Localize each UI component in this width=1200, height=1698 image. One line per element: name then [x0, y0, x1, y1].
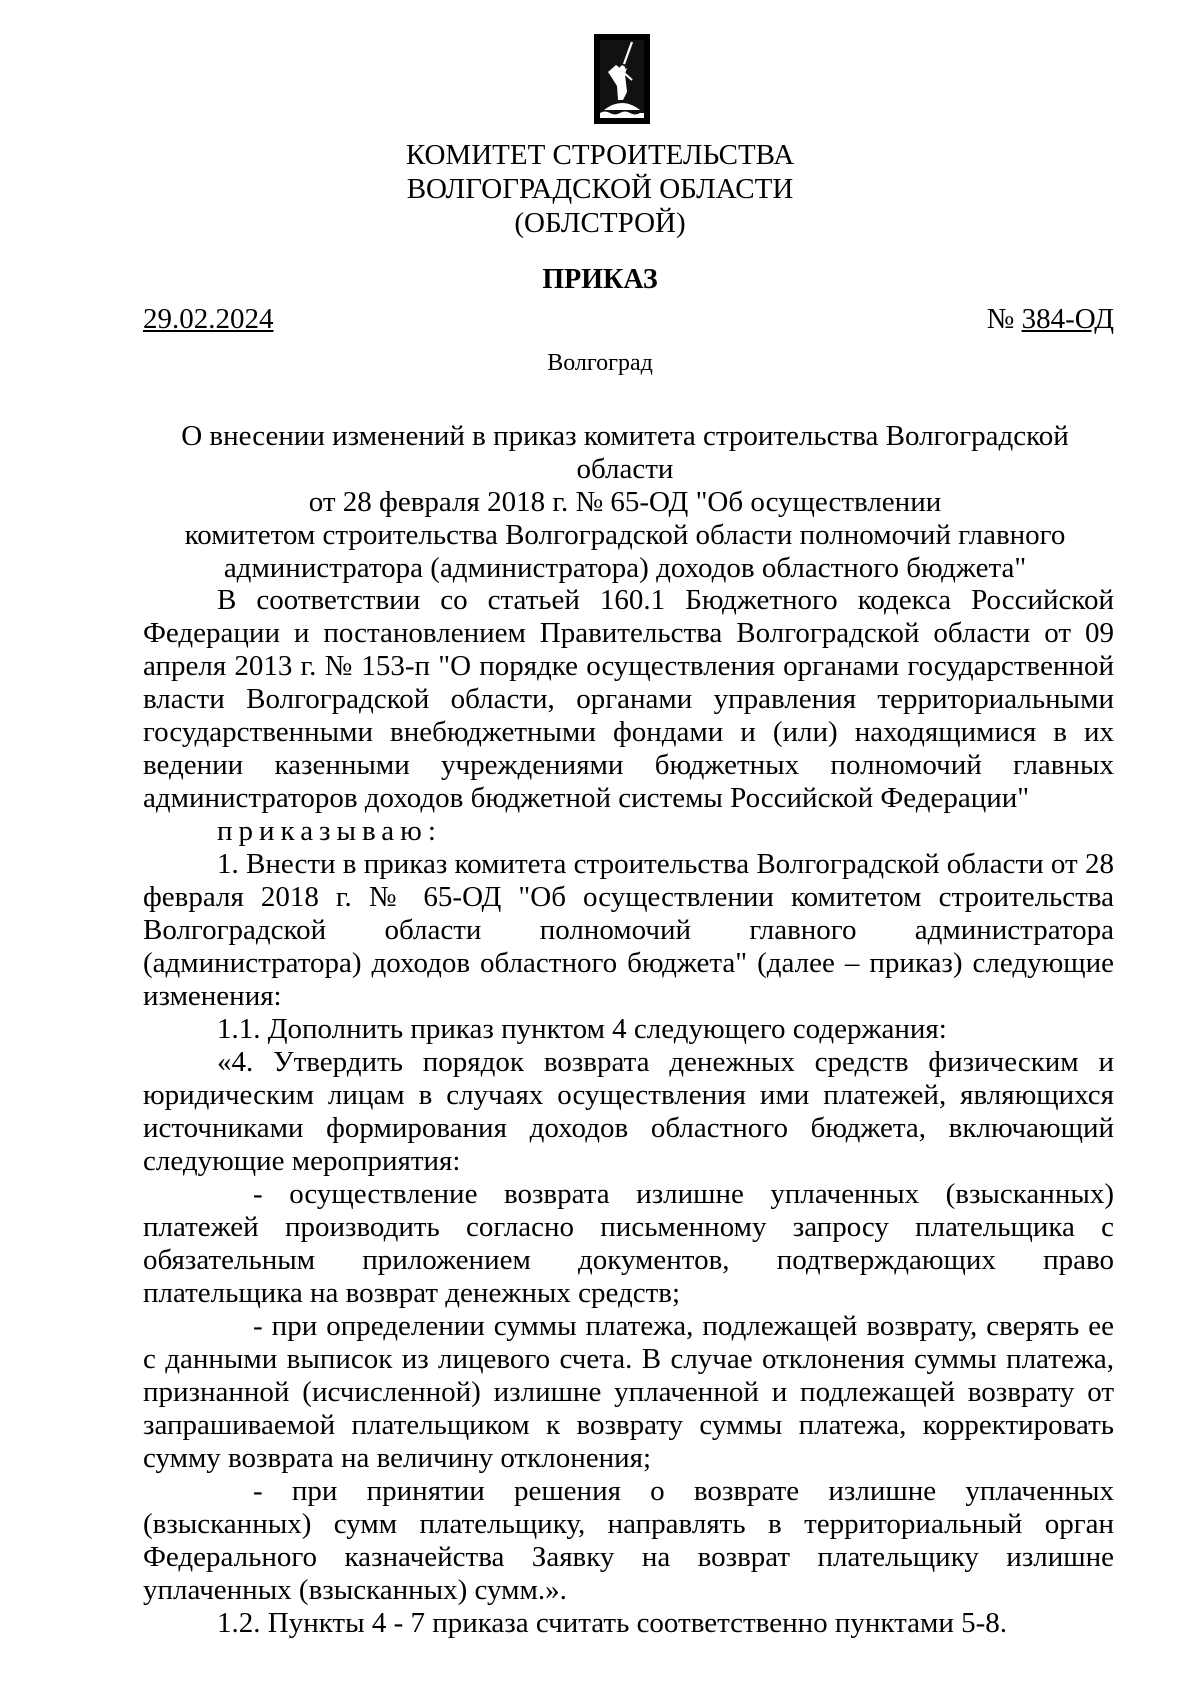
organization-name	[0, 138, 1200, 240]
volgograd-emblem-icon	[594, 34, 650, 124]
order-city: Волгоград	[547, 350, 653, 376]
measure-3-paragraph: - при принятии решения о возврате излишне уплаченных (взысканных) сумм плательщику, направлять в территориальный орган Федерального казначейства Заявку на возврат плательщику излишне уплаченных (взысканных) сумм.».	[143, 1475, 1114, 1606]
item-4-paragraph: «4. Утвердить порядок возврата денежных средств физическим и юридическим лицам в случаях осуществления ими платежей, являющихся источниками формирования доходов областного бюджета, включающий следующие мероприятия:	[143, 1046, 1114, 1177]
subject-line-3: комитетом строительства Волгоградской области полномочий главного	[184, 519, 1066, 551]
order-number	[987, 302, 1114, 336]
measure-2-paragraph: - при определении суммы платежа, подлежащей возврату, сверять ее с данными выписок из лицевого счета. В случае отклонения суммы платежа, признанной (исчисленной) излишне уплаченной и подлежащей возврату от запрашиваемой плательщиком к возврату суммы платежа, корректировать сумму возврата на величину отклонения;	[143, 1310, 1114, 1474]
order-number-prefix: №	[986, 303, 1015, 335]
preamble-paragraph: В соответствии со статьей 160.1 Бюджетного кодекса Российской Федерации и постановлением Правительства Волгоградской области от 09 апреля 2013 г. № 153-п "О порядке осуществления органами государственной власти Волгоградской области, органами управления территориальными государственными внебюджетными фондами и (или) находящимися в их ведении казенными учреждениями бюджетных полномочий главных администраторов доходов бюджетной системы Российской Федерации"	[143, 584, 1114, 814]
order-word: приказываю:	[217, 815, 442, 847]
order-date: 29.02.2024	[143, 303, 274, 335]
measure-1-paragraph: - осуществление возврата излишне уплаченных (взысканных) платежей производить согласно письменному запросу плательщика с обязательным приложением документов, подтверждающих право плательщика на возврат денежных средств;	[143, 1178, 1114, 1309]
item-1-1-paragraph: 1.1. Дополнить приказ пунктом 4 следующего содержания:	[217, 1013, 947, 1045]
subject-line-1: О внесении изменений в приказ комитета строительства Волгоградской области	[181, 420, 1069, 485]
org-line-1: КОМИТЕТ СТРОИТЕЛЬСТВА	[405, 139, 795, 171]
order-number-value: 384-ОД	[1021, 303, 1114, 335]
document-title: ПРИКАЗ	[542, 264, 658, 295]
org-line-3: (ОБЛСТРОЙ)	[514, 207, 686, 239]
subject-line-2: от 28 февраля 2018 г. № 65-ОД "Об осуществлении	[308, 486, 942, 518]
document-body	[143, 584, 1114, 1640]
order-subject	[130, 420, 1120, 585]
org-line-2: ВОЛГОГРАДСКОЙ ОБЛАСТИ	[406, 173, 794, 205]
subject-line-4: администратора (администратора) доходов областного бюджета"	[223, 552, 1027, 584]
item-1-paragraph: 1. Внести в приказ комитета строительства Волгоградской области от 28 февраля 2018 г. № 65-ОД "Об осуществлении комитетом строительства Волгоградской области полномочий главного администратора (администратора) доходов областного бюджета" (далее – приказ) следующие изменения:	[143, 848, 1114, 1012]
item-1-2-paragraph: 1.2. Пункты 4 - 7 приказа считать соответственно пунктами 5-8.	[217, 1607, 1008, 1639]
